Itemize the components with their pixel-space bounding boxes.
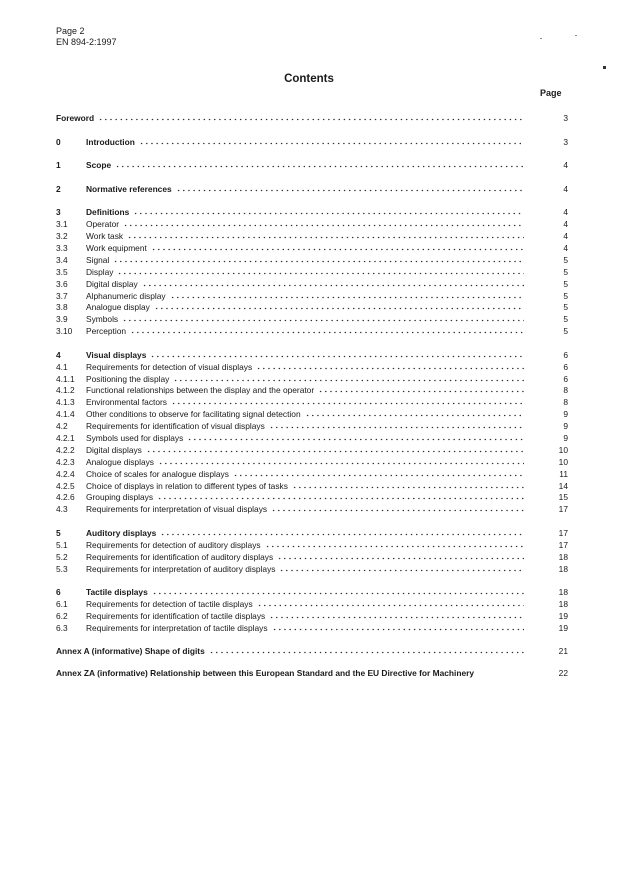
section-number: 4.1.2 [56,385,75,396]
dot-leader [130,324,524,334]
page-ref: 19 [558,622,568,633]
dot-leader [146,443,524,453]
toc-entry [56,490,568,502]
toc-entry [56,431,568,443]
toc-entry [56,550,568,562]
section-number: 0 [56,136,61,147]
toc-entry [56,182,568,194]
page-ref: 5 [563,326,568,337]
page-ref: 18 [558,587,568,598]
section-title: Definitions [86,207,130,218]
page-ref: 18 [558,551,568,562]
section-number: 4.1.3 [56,397,75,408]
section-title: Requirements for interpretation of auditory displays [86,563,276,574]
section-number: 5.3 [56,563,68,574]
dot-leader [158,455,524,465]
dot-leader [115,158,524,168]
dot-leader [154,300,524,310]
section-title: Requirements for identification of visual displays [86,421,265,432]
page-ref: 17 [558,539,568,550]
section-number: 4.3 [56,504,68,515]
page-ref: 4 [563,207,568,218]
scan-speck [575,35,577,36]
page-ref: 15 [558,492,568,503]
toc-entry [56,277,568,289]
page-ref: 10 [558,456,568,467]
toc-entry [56,538,568,550]
page-ref: 5 [563,302,568,313]
running-header [56,26,117,48]
page-ref: 17 [558,504,568,515]
section-number: 3.4 [56,254,68,265]
dot-leader [98,111,524,121]
toc-entry [56,479,568,491]
section-title: Tactile displays [86,587,148,598]
page-title: Contents [284,73,334,85]
toc-entry [56,526,568,538]
toc-entry [56,241,568,253]
dot-leader [157,490,524,500]
section-title: Operator [86,219,120,230]
page-ref: 9 [563,409,568,420]
page-ref: 18 [558,563,568,574]
page-ref: 5 [563,254,568,265]
section-title: Perception [86,326,127,337]
section-title: Signal [86,254,110,265]
page-ref: 14 [558,480,568,491]
section-number: 3.9 [56,314,68,325]
dot-leader [256,360,524,370]
section-number: 3.6 [56,278,68,289]
dot-leader [171,395,524,405]
toc-entry [56,312,568,324]
page-ref: 22 [558,668,568,679]
dot-leader [123,217,524,227]
scan-speck [603,66,606,69]
section-number: 4.2 [56,421,68,432]
dot-leader [277,550,524,560]
section-title: Positioning the display [86,373,170,384]
section-number: 1 [56,160,61,171]
page-ref: 4 [563,242,568,253]
scan-speck [540,38,542,39]
section-title: Requirements for identification of tactile displays [86,610,266,621]
section-title: Work equipment [86,242,147,253]
section-title: Requirements for detection of auditory displays [86,539,261,550]
section-title: Annex A (informative) Shape of digits [56,646,205,657]
dot-leader [209,644,524,654]
page-ref: 9 [563,421,568,432]
page-ref: 5 [563,266,568,277]
page-ref: 9 [563,433,568,444]
page-ref: 4 [563,183,568,194]
group-spacer [56,336,568,348]
dot-leader [133,205,524,215]
section-number: 4.1.4 [56,409,75,420]
page-ref: 5 [563,278,568,289]
page-ref: 5 [563,290,568,301]
section-title: Environmental factors [86,397,167,408]
page-ref: 3 [563,136,568,147]
toc-entry [56,383,568,395]
dot-leader [139,135,524,145]
section-number: 4.2.5 [56,480,75,491]
section-title: Symbols used for displays [86,433,184,444]
toc-entry [56,135,568,147]
dot-leader [160,526,524,536]
page-ref: 6 [563,349,568,360]
toc-entry [56,609,568,621]
page-ref: 11 [559,468,568,479]
section-number: 5.2 [56,551,68,562]
section-number: 3.8 [56,302,68,313]
section-title: Grouping displays [86,492,154,503]
section-title: Alphanumeric display [86,290,166,301]
section-title: Scope [86,160,112,171]
dot-leader [176,182,524,192]
section-number: 4.1 [56,361,68,372]
section-number: 2 [56,183,61,194]
toc-entry [56,158,568,170]
dot-leader [318,383,524,393]
toc-entry [56,348,568,360]
toc-entry [56,265,568,277]
section-title: Other conditions to observe for facilitating signal detection [86,409,301,420]
toc-entry [56,467,568,479]
page-number-header: Page 2 [56,26,85,36]
toc-entry [56,407,568,419]
toc-entry [56,229,568,241]
dot-leader [187,431,524,441]
toc-entry [56,324,568,336]
section-title: Functional relationships between the display and the operator [86,385,315,396]
section-title: Introduction [86,136,135,147]
page-ref: 21 [558,646,568,657]
section-title: Work task [86,231,124,242]
page-ref: 4 [563,160,568,171]
dot-leader [269,419,524,429]
toc-entry [56,585,568,597]
dot-leader [117,265,524,275]
section-number: 6.2 [56,610,68,621]
section-title: Display [86,266,114,277]
page-ref: 4 [563,231,568,242]
page-ref: 18 [558,599,568,610]
section-number: 6.1 [56,599,68,610]
toc-entry [56,372,568,384]
toc-entry [56,668,568,680]
section-title: Auditory displays [86,527,157,538]
section-title: Analogue display [86,302,150,313]
dot-leader [150,348,524,358]
group-spacer [56,170,568,182]
toc-entry [56,621,568,633]
section-number: 4.2.4 [56,468,75,479]
dot-leader [257,597,524,607]
toc-entry [56,502,568,514]
section-number: 3.2 [56,231,68,242]
page-ref: 17 [558,527,568,538]
section-title: Requirements for interpretation of tactile displays [86,622,268,633]
dot-leader [279,562,524,572]
dot-leader [271,502,524,512]
section-title: Requirements for identification of auditory displays [86,551,274,562]
page-ref: 6 [563,373,568,384]
section-title: Visual displays [86,349,147,360]
section-title: Annex ZA (informative) Relationship between this European Standard and the EU Directive for Machinery [56,668,475,679]
dot-leader [127,229,524,239]
dot-leader [170,289,524,299]
toc-entry [56,217,568,229]
section-number: 3.5 [56,266,68,277]
dot-leader [173,372,524,382]
toc-entry [56,419,568,431]
toc-entry [56,562,568,574]
section-title: Requirements for detection of visual displays [86,361,253,372]
section-title: Digital displays [86,444,142,455]
section-number: 6.3 [56,622,68,633]
table-of-contents [56,111,568,680]
toc-entry [56,395,568,407]
section-title: Choice of scales for analogue displays [86,468,229,479]
section-title: Requirements for interpretation of visual displays [86,504,268,515]
page-column-label: Page [540,88,562,98]
toc-entry [56,289,568,301]
toc-entry [56,360,568,372]
dot-leader [272,621,524,631]
section-title: Digital display [86,278,138,289]
section-number: 3.3 [56,242,68,253]
toc-entry [56,644,568,656]
dot-leader [233,467,524,477]
page-ref: 10 [558,444,568,455]
dot-leader [113,253,524,263]
section-title: Requirements for detection of tactile displays [86,599,253,610]
section-title: Symbols [86,314,119,325]
section-number: 5.1 [56,539,68,550]
toc-entry [56,455,568,467]
section-number: 5 [56,527,61,538]
group-spacer [56,123,568,135]
dot-leader [151,241,524,251]
toc-entry [56,253,568,265]
section-number: 4 [56,349,61,360]
section-number: 4.2.3 [56,456,75,467]
dot-leader [292,479,524,489]
dot-leader [142,277,524,287]
dot-leader [269,609,524,619]
dot-leader [305,407,524,417]
section-number: 4.1.1 [56,373,75,384]
section-number: 4.2.1 [56,433,75,444]
section-number: 6 [56,587,61,598]
standard-id: EN 894-2:1997 [56,37,117,47]
toc-entry [56,300,568,312]
page-ref: 3 [563,113,568,123]
dot-leader [122,312,524,322]
dot-leader [152,585,524,595]
dot-leader [265,538,524,548]
section-number: 4.2.6 [56,492,75,503]
page-ref: 8 [563,385,568,396]
page-ref: 4 [563,219,568,230]
section-number: 4.2.2 [56,444,75,455]
page-ref: 19 [558,610,568,621]
section-number: 3.7 [56,290,68,301]
section-title: Normative references [86,183,172,194]
toc-entry [56,205,568,217]
page-ref: 5 [563,314,568,325]
section-title: Choice of displays in relation to different types of tasks [86,480,288,491]
toc-entry [56,597,568,609]
toc-entry [56,443,568,455]
page-ref: 8 [563,397,568,408]
section-number: 3.1 [56,219,68,230]
section-title: Foreword [56,113,95,123]
page-ref: 6 [563,361,568,372]
section-title: Analogue displays [86,456,154,467]
toc-entry [56,111,568,123]
section-number: 3.10 [56,326,73,337]
section-number: 3 [56,207,61,218]
